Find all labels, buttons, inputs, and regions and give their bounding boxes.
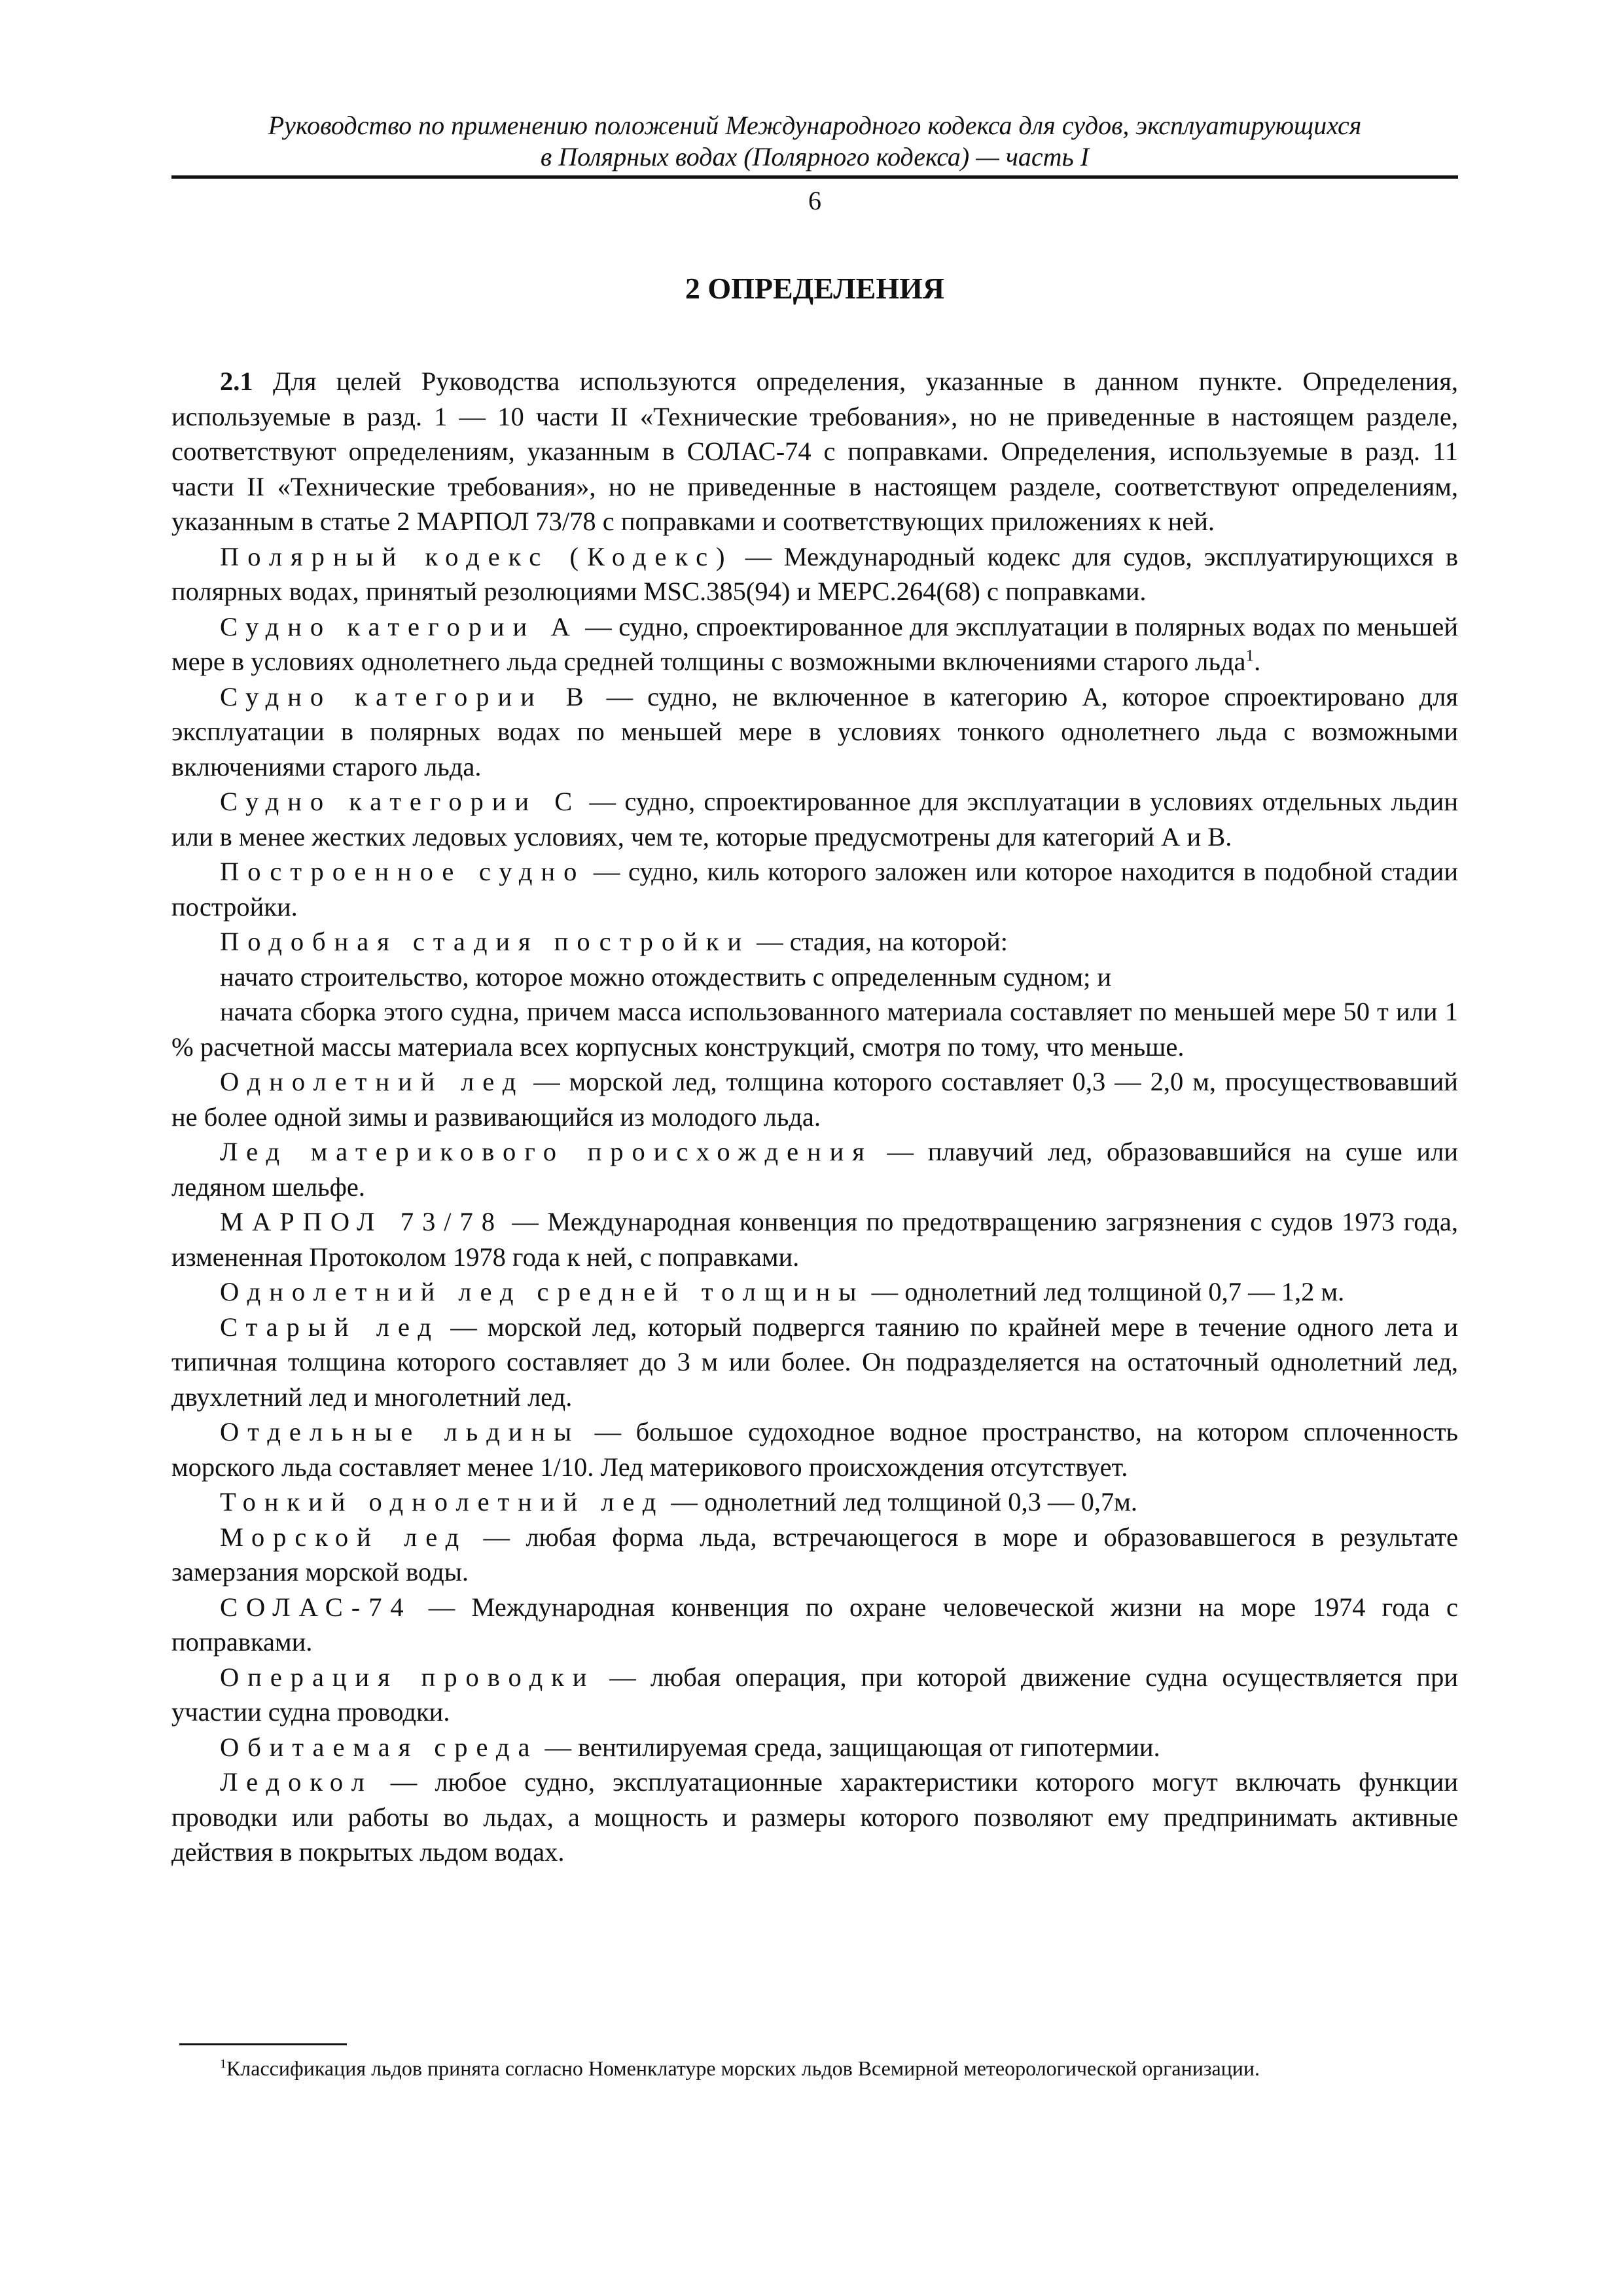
definition-term: Морской лед xyxy=(220,1522,468,1552)
definition-text: — морской лед, который подвергся таянию по крайней мере в течение одного лета и типичная толщина которого составляет до 3 м или более. Он подразделяется на остаточный однолетний лед, двухлетний лед и многолетний лед. xyxy=(171,1312,1458,1412)
definition-term: Полярный кодекс (Кодекс) xyxy=(220,541,734,571)
definition-term: Судно категории В xyxy=(220,681,592,711)
definition-paragraph xyxy=(171,784,1458,854)
definition-text: — вентилируемая среда, защищающая от гипотермии. xyxy=(538,1732,1160,1762)
definition-text: — однолетний лед толщиной 0,7 — 1,2 м. xyxy=(865,1277,1345,1306)
definition-term: Подобная стадия постройки xyxy=(220,927,750,956)
intro-text: Для целей Руководства используются определения, указанные в данном пункте. Определения, используемые в разд. 1 — 10 части II «Технические требования», но не приведенные в настоящем разделе, соответствуют определениям, указанным в СОЛАС-74 с поправками. Определения, используемые в разд. 11 части II «Технические требования», но не приведенные в настоящем разделе, соответствуют определениям, указанным в статье 2 МАРПОЛ 73/78 с поправками и соответствующих приложениях к ней. xyxy=(171,367,1458,536)
definition-text: начато строительство, которое можно отождествить с определенным судном; и xyxy=(220,961,1112,992)
definition-paragraph xyxy=(171,1730,1458,1765)
definition-paragraph xyxy=(171,1310,1458,1415)
definition-term: Операция проводки xyxy=(220,1662,596,1692)
definition-text: — судно, спроектированное для эксплуатации в полярных водах по меньшей мере в условиях однолетнего льда средней толщины с возможными включениями старого льда xyxy=(171,611,1458,676)
definition-paragraph xyxy=(171,679,1458,785)
definition-paragraph xyxy=(171,1064,1458,1134)
footnote-rule xyxy=(179,2043,347,2045)
definition-text: — судно, не включенное в категорию А, которое спроектировано для эксплуатации в полярных водах по меньшей мере в условиях тонкого однолетнего льда с возможными включениями старого льда. xyxy=(171,681,1458,781)
definition-paragraph xyxy=(171,854,1458,924)
definition-text: — Международная конвенция по предотвращению загрязнения с судов 1973 года, измененная Протоколом 1978 года к ней, с поправками. xyxy=(171,1207,1458,1272)
definition-term: Тонкий однолетний лед xyxy=(220,1487,665,1516)
running-header xyxy=(171,110,1458,173)
definition-term: Отдельные льдины xyxy=(220,1417,580,1446)
definition-term: Судно категории С xyxy=(220,787,581,816)
definition-text: — любое судно, эксплуатационные характеристики которого могут включать функции проводки или работы во льдах, а мощность и размеры которого позволяют ему предпринимать активные действия в покрытых льдом водах. xyxy=(171,1767,1458,1867)
definition-paragraph xyxy=(171,1765,1458,1870)
definition-term: МАРПОЛ 73/78 xyxy=(220,1207,503,1236)
definition-paragraph xyxy=(171,1520,1458,1590)
definition-text: — Международный кодекс для судов, эксплуатирующихся в полярных водах, принятый резолюциями MSC.385(94) и MEPC.264(68) с поправками. xyxy=(171,541,1458,606)
footnote-marker: 1 xyxy=(220,2056,226,2072)
definition-term: СОЛАС-74 xyxy=(220,1592,412,1622)
section-body xyxy=(171,364,1458,1870)
definition-text: — судно, спроектированное для эксплуатации в условиях отдельных льдин или в менее жестких ледовых условиях, чем те, которые предусмотрены для категорий А и В. xyxy=(171,787,1458,852)
running-header-line-2: в Полярных водах (Полярного кодекса) — часть I xyxy=(540,142,1090,171)
definition-text: — плавучий лед, образовавшийся на суше или ледяном шельфе. xyxy=(171,1137,1458,1202)
intro-paragraph xyxy=(171,364,1458,539)
footnote-reference: 1 xyxy=(1245,647,1255,665)
definition-text: — любая форма льда, встречающегося в море и образовавшегося в результате замерзания морской воды. xyxy=(171,1522,1458,1587)
definition-paragraph xyxy=(171,924,1458,960)
definition-text: — любая операция, при которой движение судна осуществляется при участии судна проводки. xyxy=(171,1662,1458,1727)
header-rule xyxy=(171,175,1458,179)
definition-subparagraph xyxy=(171,960,1458,995)
footnote xyxy=(171,2055,1458,2081)
clause-number: 2.1 xyxy=(220,367,253,396)
definition-paragraph xyxy=(171,1134,1458,1204)
definition-paragraph xyxy=(171,1660,1458,1730)
definition-paragraph xyxy=(171,1274,1458,1310)
definition-text: — Международная конвенция по охране человеческой жизни на море 1974 года с поправками. xyxy=(171,1592,1458,1657)
definition-term: Лед материкового происхождения xyxy=(220,1137,873,1166)
definition-term: Ледокол xyxy=(220,1767,373,1797)
footnote-text: Классификация льдов принята согласно Номенклатуре морских льдов Всемирной метеорологической организации. xyxy=(226,2056,1260,2080)
definition-term: Судно категории А xyxy=(220,611,579,641)
definition-text: начата сборка этого судна, причем масса использованного материала составляет по меньшей мере 50 т или 1 % расчетной массы материала всех корпусных конструкций, смотря по тому, что меньше. xyxy=(171,997,1458,1062)
definition-paragraph xyxy=(171,1484,1458,1520)
definition-term: Построенное судно xyxy=(220,857,586,886)
definition-term: Обитаемая среда xyxy=(220,1732,539,1762)
definition-paragraph xyxy=(171,609,1458,679)
definition-term: Однолетний лед средней толщины xyxy=(220,1277,865,1306)
definition-text: — судно, киль которого заложен или которое находится в подобной стадии постройки. xyxy=(171,857,1458,922)
definition-paragraph xyxy=(171,1590,1458,1660)
definition-subparagraph xyxy=(171,994,1458,1064)
definition-text-tail: . xyxy=(1254,647,1261,676)
definition-text: — большое судоходное водное пространство, на котором сплоченность морского льда составляет менее 1/10. Лед материкового происхождения отсутствует. xyxy=(171,1417,1458,1482)
definition-text: — однолетний лед толщиной 0,3 — 0,7м. xyxy=(664,1487,1137,1516)
definition-text: — стадия, на которой: xyxy=(750,927,1008,956)
section-title: 2 ОПРЕДЕЛЕНИЯ xyxy=(685,272,945,305)
running-header-line-1: Руководство по применению положений Международного кодекса для судов, эксплуатирующихся xyxy=(268,111,1362,140)
page-number: 6 xyxy=(808,186,821,215)
definition-term: Однолетний лед xyxy=(220,1067,525,1096)
definition-term: Старый лед xyxy=(220,1312,440,1342)
definition-paragraph xyxy=(171,1204,1458,1274)
definition-text: — морской лед, толщина которого составляет 0,3 — 2,0 м, просуществовавший не более одной зимы и развивающийся из молодого льда. xyxy=(171,1067,1458,1132)
definition-paragraph xyxy=(171,539,1458,609)
definition-paragraph xyxy=(171,1414,1458,1484)
